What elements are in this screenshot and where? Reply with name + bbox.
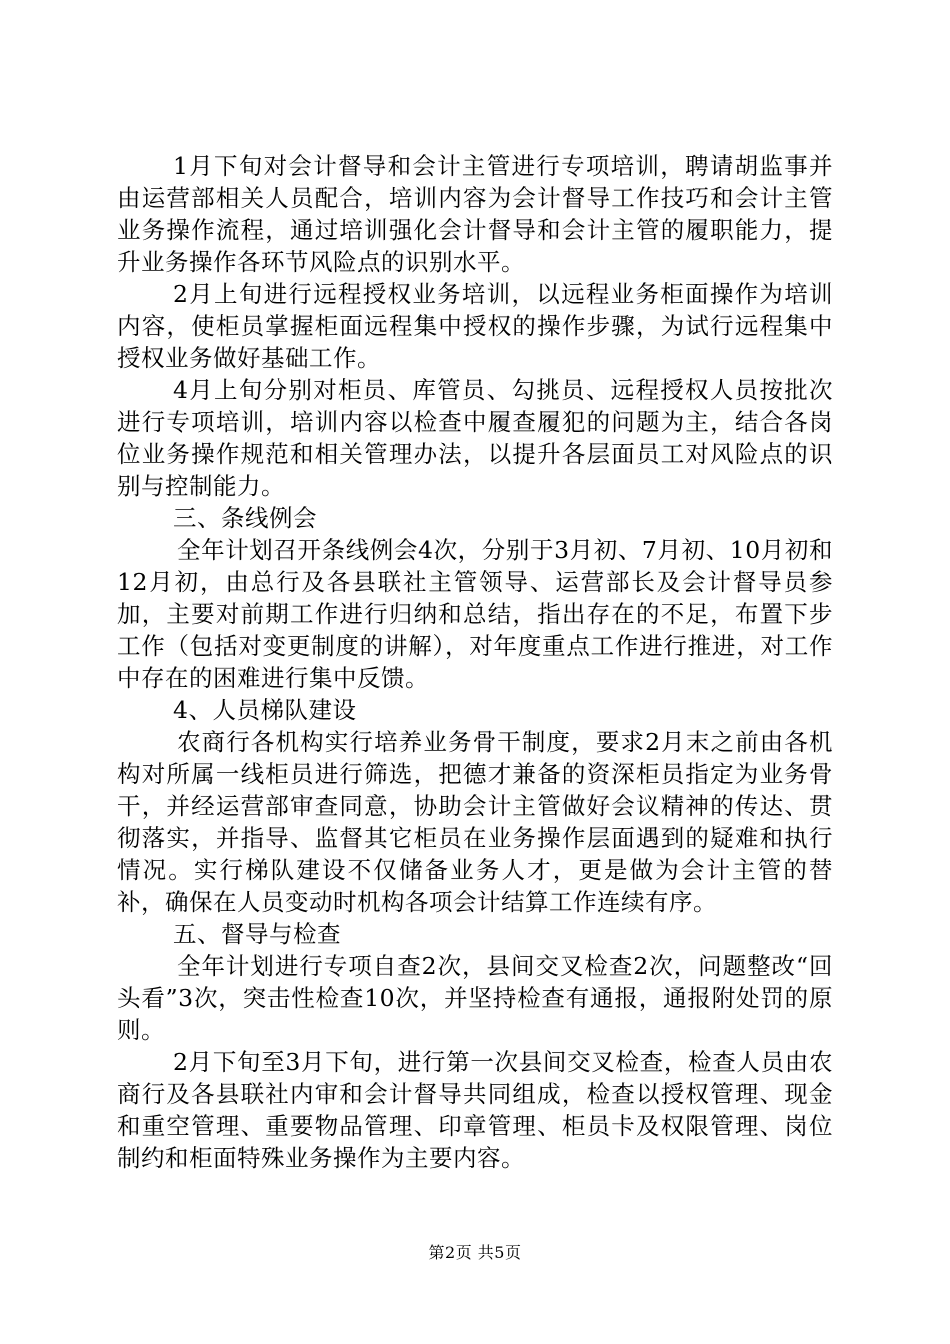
document-body — [117, 150, 833, 1174]
paragraph-meetings: 全年计划召开条线例会4次，分别于3月初、7月初、10月初和12月初，由总行及各县联社主管领导、运营部长及会计督导员参加，主要对前期工作进行归纳和总结，指出存在的不足，布置下步工作（包括对变更制度的讲解），对年度重点工作进行推进，对工作中存在的困难进行集中反馈。 — [117, 536, 833, 692]
paragraph-training-feb: 2月上旬进行远程授权业务培训，以远程业务柜面操作为培训内容，使柜员掌握柜面远程集中授权的操作步骤，为试行远程集中授权业务做好基础工作。 — [117, 280, 833, 372]
paragraph-training-apr: 4月上旬分别对柜员、库管员、勾挑员、远程授权人员按批次进行专项培训，培训内容以检查中履查履犯的问题为主，结合各岗位业务操作规范和相关管理办法，以提升各层面员工对风险点的识别与控制能力。 — [117, 376, 833, 500]
page-footer: 第2页 共5页 — [428, 1243, 522, 1262]
paragraph-training-jan: 1月下旬对会计督导和会计主管进行专项培训，聘请胡监事并由运营部相关人员配合，培训内容为会计督导工作技巧和会计主管业务操作流程，通过培训强化会计督导和会计主管的履职能力，提升业务操作各环节风险点的识别水平。 — [117, 152, 833, 276]
paragraph-inspection-plan: 全年计划进行专项自查2次，县间交叉检查2次，问题整改“回头看”3次，突击性检查10次，并坚持检查有通报，通报附处罚的原则。 — [117, 952, 833, 1044]
section-heading-inspection: 五、督导与检查 — [173, 920, 341, 948]
paragraph-inspection-first: 2月下旬至3月下旬，进行第一次县间交叉检查，检查人员由农商行及各县联社内审和会计督导共同组成，检查以授权管理、现金和重空管理、重要物品管理、印章管理、柜员卡及权限管理、岗位制约和柜面特殊业务操作为主要内容。 — [117, 1048, 833, 1172]
paragraph-staffing: 农商行各机构实行培养业务骨干制度，要求2月末之前由各机构对所属一线柜员进行筛选，把德才兼备的资深柜员指定为业务骨干，并经运营部审查同意，协助会计主管做好会议精神的传达、贯彻落实，并指导、监督其它柜员在业务操作层面遇到的疑难和执行情况。实行梯队建设不仅储备业务人才，更是做为会计主管的替补，确保在人员变动时机构各项会计结算工作连续有序。 — [117, 728, 833, 916]
section-heading-staffing: 4、人员梯队建设 — [173, 696, 357, 724]
section-heading-meetings: 三、条线例会 — [173, 504, 317, 532]
